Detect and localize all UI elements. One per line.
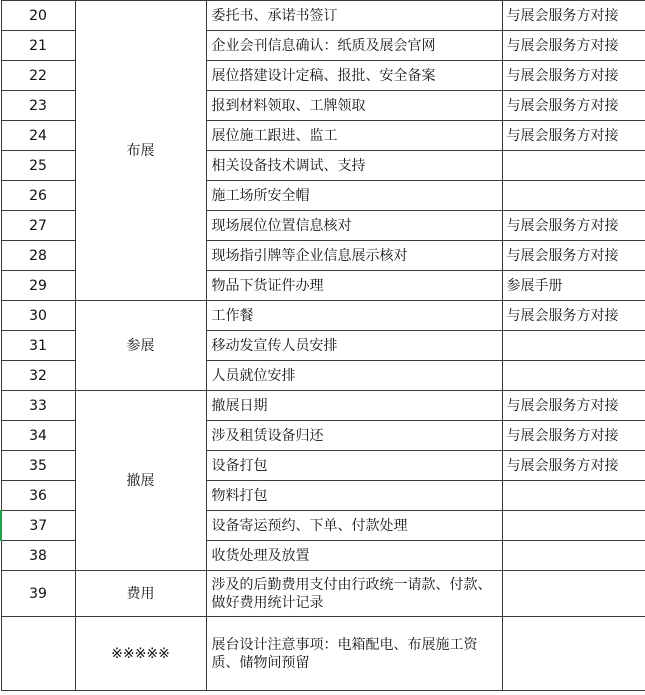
task-cell: 涉及的后勤费用支付由行政统一请款、付款、做好费用统计记录 [206, 571, 502, 617]
note-cell: 与展会服务方对接 [502, 241, 645, 271]
note-cell [502, 541, 645, 571]
task-cell: 物品下货证件办理 [206, 271, 502, 301]
table-row [1, 1, 645, 31]
task-cell: 移动发宣传人员安排 [206, 331, 502, 361]
row-number: 38 [1, 541, 75, 571]
row-number [1, 617, 75, 691]
row-number: 31 [1, 331, 75, 361]
row-number: 20 [1, 1, 75, 31]
note-cell: 与展会服务方对接 [502, 421, 645, 451]
row-number: 21 [1, 31, 75, 61]
row-number: 23 [1, 91, 75, 121]
task-cell: 展位施工跟进、监工 [206, 121, 502, 151]
note-cell [502, 481, 645, 511]
note-cell: 参展手册 [502, 271, 645, 301]
note-cell: 与展会服务方对接 [502, 91, 645, 121]
table-row [1, 301, 645, 331]
task-cell: 企业会刊信息确认：纸质及展会官网 [206, 31, 502, 61]
row-number: 30 [1, 301, 75, 331]
task-cell: 撤展日期 [206, 391, 502, 421]
row-number: 28 [1, 241, 75, 271]
task-cell: 现场展位位置信息核对 [206, 211, 502, 241]
note-cell: 与展会服务方对接 [502, 391, 645, 421]
task-cell: 展台设计注意事项：电箱配电、布展施工资质、储物间预留 [206, 617, 502, 691]
note-cell [502, 571, 645, 617]
task-cell: 现场指引牌等企业信息展示核对 [206, 241, 502, 271]
task-cell: 委托书、承诺书签订 [206, 1, 502, 31]
note-cell [502, 511, 645, 541]
note-cell: 与展会服务方对接 [502, 301, 645, 331]
note-cell: 与展会服务方对接 [502, 31, 645, 61]
task-cell: 物料打包 [206, 481, 502, 511]
row-number: 39 [1, 571, 75, 617]
row-number: 37 [1, 511, 75, 541]
task-cell: 报到材料领取、工牌领取 [206, 91, 502, 121]
note-cell [502, 617, 645, 691]
table-row [1, 571, 645, 617]
category-cell: 撤展 [75, 391, 206, 571]
note-cell [502, 361, 645, 391]
row-number: 27 [1, 211, 75, 241]
task-cell: 设备打包 [206, 451, 502, 481]
task-cell: 施工场所安全帽 [206, 181, 502, 211]
category-cell: ※※※※※ [75, 617, 206, 691]
category-cell: 布展 [75, 1, 206, 301]
row-number: 25 [1, 151, 75, 181]
note-cell [502, 331, 645, 361]
note-cell: 与展会服务方对接 [502, 121, 645, 151]
row-number: 36 [1, 481, 75, 511]
note-cell [502, 151, 645, 181]
task-cell: 工作餐 [206, 301, 502, 331]
task-cell: 展位搭建设计定稿、报批、安全备案 [206, 61, 502, 91]
task-cell: 相关设备技术调试、支持 [206, 151, 502, 181]
row-number: 24 [1, 121, 75, 151]
note-cell: 与展会服务方对接 [502, 211, 645, 241]
row-number: 32 [1, 361, 75, 391]
note-cell: 与展会服务方对接 [502, 451, 645, 481]
table-row [1, 391, 645, 421]
category-cell: 费用 [75, 571, 206, 617]
task-cell: 收货处理及放置 [206, 541, 502, 571]
row-number: 33 [1, 391, 75, 421]
row-number: 35 [1, 451, 75, 481]
task-cell: 人员就位安排 [206, 361, 502, 391]
row-number: 26 [1, 181, 75, 211]
table-row [1, 617, 645, 691]
task-cell: 设备寄运预约、下单、付款处理 [206, 511, 502, 541]
category-cell: 参展 [75, 301, 206, 391]
note-cell: 与展会服务方对接 [502, 1, 645, 31]
row-number: 34 [1, 421, 75, 451]
row-number: 29 [1, 271, 75, 301]
note-cell: 与展会服务方对接 [502, 61, 645, 91]
note-cell [502, 181, 645, 211]
row-number: 22 [1, 61, 75, 91]
task-cell: 涉及租赁设备归还 [206, 421, 502, 451]
